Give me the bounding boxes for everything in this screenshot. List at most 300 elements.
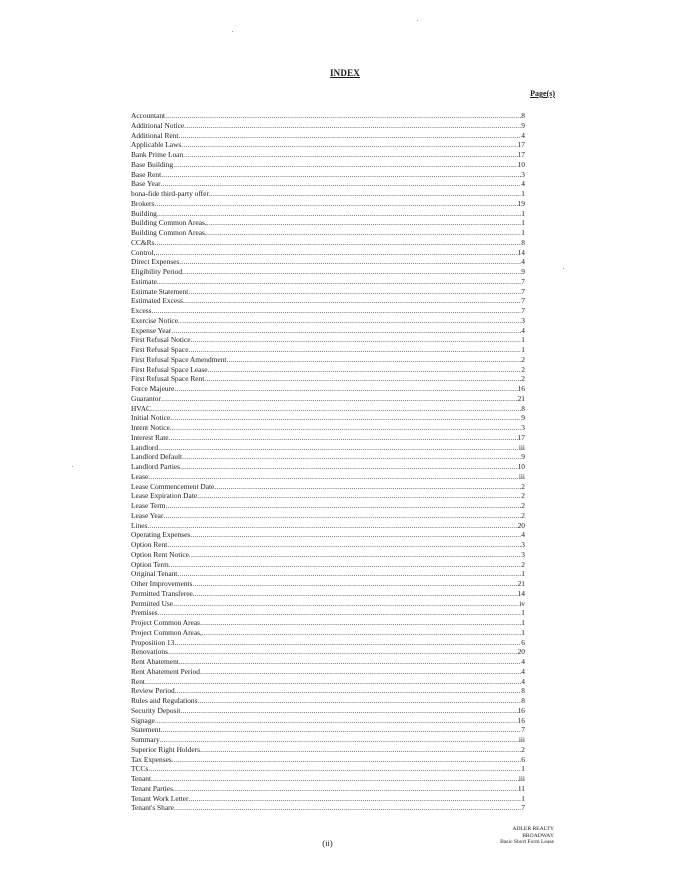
index-term: TCCs	[131, 764, 149, 774]
dot-leader	[158, 608, 522, 618]
index-page-ref: 4	[521, 257, 525, 267]
dot-leader	[165, 501, 521, 511]
index-entry	[131, 218, 525, 228]
index-entry	[131, 404, 525, 414]
index-page-ref: 6	[521, 637, 525, 647]
dot-leader	[202, 628, 521, 638]
dot-leader	[179, 257, 521, 267]
dot-leader	[148, 472, 519, 482]
index-page-ref: 2	[521, 481, 525, 491]
index-term: Brokers	[131, 198, 155, 208]
index-page-ref: 20	[517, 647, 525, 657]
index-page-ref: 8	[521, 403, 525, 413]
index-entry	[131, 540, 525, 550]
index-term: Option Rent	[131, 540, 168, 549]
index-entry	[131, 784, 525, 794]
index-entry	[131, 628, 525, 638]
index-page-ref: 8	[521, 111, 525, 120]
index-page-ref: 2	[521, 364, 525, 374]
dot-leader	[200, 745, 521, 755]
dot-leader	[200, 618, 521, 628]
index-page-ref: 3	[521, 169, 525, 179]
index-entry	[131, 413, 525, 423]
index-page-ref: 8	[521, 696, 525, 705]
index-entry	[131, 170, 525, 180]
dot-leader	[180, 462, 518, 472]
index-term: First Refusal Space	[131, 345, 189, 354]
index-term: Operating Expenses	[131, 530, 191, 540]
index-term: Base Rent	[131, 169, 162, 179]
scan-speck	[72, 466, 73, 467]
index-page-ref: iii	[518, 735, 525, 744]
index-page-ref: 7	[521, 725, 525, 735]
index-entry	[131, 248, 525, 258]
index-page-ref: 17	[517, 432, 525, 442]
index-page-ref: iii	[518, 471, 525, 481]
dot-leader	[189, 550, 521, 560]
index-page-ref: 9	[521, 267, 525, 276]
index-page-ref: 4	[521, 130, 525, 140]
index-page-ref: 1	[521, 189, 525, 198]
index-term: Lease Commencement Date	[131, 481, 215, 491]
dot-leader	[214, 482, 521, 492]
index-entry	[131, 599, 525, 609]
index-term: Premises	[131, 608, 158, 618]
index-entry	[131, 326, 525, 336]
index-term: Building	[131, 208, 157, 218]
index-term: Proposition 13	[131, 637, 175, 647]
index-page-ref: 11	[517, 783, 525, 793]
index-page-ref: 9	[521, 452, 525, 462]
index-term: Expense Year	[131, 325, 172, 335]
index-entry	[131, 472, 525, 482]
index-entry	[131, 647, 525, 657]
index-entry	[131, 803, 525, 813]
index-page-ref: 4	[521, 657, 525, 666]
index-entry	[131, 550, 525, 560]
index-entry	[131, 277, 525, 287]
index-entry	[131, 618, 525, 628]
dot-leader	[147, 521, 517, 531]
index-term: First Refusal Notice	[131, 335, 191, 345]
index-page-ref: 2	[521, 559, 525, 569]
index-term: Tenant Work Letter	[131, 793, 189, 803]
dot-leader	[175, 686, 522, 696]
index-entry	[131, 462, 525, 472]
index-term: Base Building	[131, 159, 174, 169]
index-entry	[131, 150, 525, 160]
index-entry	[131, 316, 525, 326]
index-entry	[131, 511, 525, 521]
index-term: Landlord Parties	[131, 462, 181, 471]
index-term: Renovations	[131, 647, 168, 657]
dot-leader	[161, 394, 518, 404]
dot-leader	[183, 296, 521, 306]
index-term: Security Deposit	[131, 705, 181, 715]
dot-leader	[174, 638, 521, 648]
index-page-ref: 16	[517, 715, 525, 725]
index-page-ref: 17	[517, 150, 525, 159]
dot-leader	[174, 803, 521, 813]
dot-leader	[169, 560, 522, 570]
dot-leader	[155, 716, 518, 726]
index-page-ref: 3	[521, 540, 525, 549]
dot-leader	[173, 784, 518, 794]
dot-leader	[171, 326, 521, 336]
index-term: Review Period	[131, 686, 175, 696]
index-page-ref: 20	[517, 520, 525, 530]
dot-leader	[145, 677, 521, 687]
index-term: Estimate	[131, 276, 157, 286]
dot-leader	[170, 413, 521, 423]
index-page-ref: 17	[517, 140, 525, 150]
index-entry	[131, 111, 525, 121]
index-page-ref: 3	[521, 423, 525, 432]
index-entry	[131, 569, 525, 579]
index-page-ref: 8	[521, 686, 525, 696]
dot-leader	[200, 667, 521, 677]
index-page-ref: 1	[521, 618, 525, 627]
index-term: First Refusal Space Amendment	[131, 354, 227, 364]
dot-leader	[148, 764, 521, 774]
index-entry	[131, 774, 525, 784]
index-term: bona-fide third-party offer	[131, 189, 209, 198]
index-term: Intent Notice	[131, 423, 170, 432]
scan-speck	[232, 31, 233, 32]
index-entry	[131, 199, 525, 209]
dot-leader	[207, 218, 522, 228]
index-page-ref: 1	[521, 608, 525, 618]
index-page-ref: iv	[519, 598, 525, 608]
index-term: Permitted Transferee.	[131, 588, 195, 598]
index-term: Option Rent Notice	[131, 549, 189, 559]
index-page-ref: 7	[521, 296, 525, 306]
footer-line-1: ADLER REALTY	[512, 826, 554, 832]
index-entry	[131, 745, 525, 755]
index-page-ref: 1	[521, 627, 525, 637]
index-entry	[131, 374, 525, 384]
dot-leader	[173, 599, 519, 609]
index-entry	[131, 579, 525, 589]
dot-leader	[209, 189, 521, 199]
index-entry	[131, 716, 525, 726]
dot-leader	[195, 589, 518, 599]
dot-leader	[157, 277, 521, 287]
index-term: Summary	[131, 735, 160, 744]
index-page-ref: 7	[521, 306, 525, 315]
index-term: Building Common Areas,	[131, 218, 207, 228]
index-page-ref: 4	[521, 666, 525, 676]
index-page-ref: 7	[521, 803, 525, 813]
dot-leader	[161, 725, 522, 735]
index-page-ref: 4	[521, 179, 525, 189]
dot-leader	[182, 267, 521, 277]
index-page-ref: 9	[521, 120, 525, 130]
footer-line-2: BROADWAY	[522, 832, 554, 839]
dot-leader	[158, 443, 519, 453]
index-page-ref: iii	[518, 774, 525, 783]
index-entry	[131, 189, 525, 199]
scan-speck	[417, 20, 418, 21]
index-entry	[131, 686, 525, 696]
index-term: Lease Term	[131, 501, 166, 510]
dot-leader	[167, 540, 521, 550]
dot-leader	[181, 140, 517, 150]
dot-leader	[168, 647, 518, 657]
index-term: Estimate Statement	[131, 286, 189, 296]
dot-leader	[183, 150, 517, 160]
index-entry	[131, 287, 525, 297]
index-term: Direct Expenses	[131, 257, 180, 267]
index-entry	[131, 355, 525, 365]
dot-leader	[165, 111, 521, 121]
index-page-ref: 10	[517, 159, 525, 169]
index-entry	[131, 735, 525, 745]
index-entry	[131, 121, 525, 131]
dot-leader	[174, 384, 517, 394]
dot-leader	[163, 511, 521, 521]
index-page-ref: 1	[521, 218, 525, 228]
index-term: Lines	[131, 520, 148, 530]
scan-speck	[563, 268, 564, 269]
index-term: Rules and Regulations	[131, 696, 198, 705]
page-number: (ii)	[322, 838, 333, 848]
index-term: Base Year	[131, 179, 161, 189]
dot-leader	[161, 170, 521, 180]
index-term: Accountant	[131, 111, 166, 120]
index-page-ref: 7	[521, 276, 525, 286]
index-term: Interest Rate	[131, 432, 169, 442]
dot-leader	[182, 452, 521, 462]
index-term: Tenant	[131, 774, 152, 783]
dot-leader	[155, 248, 517, 258]
index-term: Original Tenant	[131, 569, 178, 579]
index-entry	[131, 365, 525, 375]
index-entry	[131, 179, 525, 189]
index-page-ref: iii	[518, 442, 525, 452]
dot-leader	[205, 228, 521, 238]
index-term: Bank Prime Loan	[131, 150, 184, 159]
dot-leader	[157, 209, 521, 219]
dot-leader	[184, 121, 521, 131]
index-term: Rent Abatement Period	[131, 666, 200, 676]
dot-leader	[191, 335, 522, 345]
index-page-ref: 10	[517, 462, 525, 471]
index-entry	[131, 443, 525, 453]
index-entry	[131, 394, 525, 404]
index-entry	[131, 725, 525, 735]
index-entry	[131, 160, 525, 170]
index-page-ref: 4	[521, 676, 525, 686]
index-entry	[131, 589, 525, 599]
dot-leader	[152, 306, 522, 316]
index-page-ref: 1	[521, 345, 525, 354]
index-page-ref: 1	[521, 569, 525, 579]
index-term: Control,	[131, 247, 156, 257]
index-entry	[131, 267, 525, 277]
index-term: Additional Rent	[131, 130, 179, 140]
index-page-ref: 2	[521, 501, 525, 510]
pages-column-heading: Page(s)	[530, 89, 555, 98]
index-page-ref: 6	[521, 754, 525, 764]
index-page-ref: 3	[521, 315, 525, 325]
index-term: Lease Expiration Date	[131, 491, 198, 501]
index-page-ref: 1	[521, 764, 525, 774]
dot-leader	[204, 374, 521, 384]
dot-leader	[170, 423, 522, 433]
index-term: Project Common Areas	[131, 618, 200, 627]
index-term: Landlord Default	[131, 452, 183, 462]
dot-leader	[151, 404, 521, 414]
index-entry	[131, 306, 525, 316]
index-term: Permitted Use	[131, 598, 174, 608]
index-entry	[131, 657, 525, 667]
index-page-ref: 8	[521, 237, 525, 247]
index-page-ref: 16	[517, 705, 525, 715]
dot-leader	[173, 160, 518, 170]
index-entry	[131, 530, 525, 540]
index-term: Option Term	[131, 559, 169, 569]
index-page-ref: 2	[521, 510, 525, 520]
index-entry	[131, 794, 525, 804]
index-entry	[131, 764, 525, 774]
index-term: Other Improvements	[131, 579, 193, 588]
index-entry	[131, 296, 525, 306]
dot-leader	[198, 696, 522, 706]
dot-leader	[179, 657, 521, 667]
dot-leader	[161, 179, 522, 189]
index-entry	[131, 209, 525, 219]
index-term: Initial Notice	[131, 413, 171, 423]
dot-leader	[178, 316, 521, 326]
index-term: Project Common Areas,	[131, 627, 202, 637]
index-entry	[131, 345, 525, 355]
index-term: Building Common Areas	[131, 228, 205, 237]
index-entry	[131, 706, 525, 716]
index-page-ref: 9	[521, 413, 525, 423]
dot-leader	[197, 491, 521, 501]
dot-leader	[208, 365, 522, 375]
index-entry	[131, 131, 525, 141]
index-page-ref: 21	[517, 579, 525, 588]
dot-leader	[154, 199, 517, 209]
index-term: Tenant's Share	[131, 803, 174, 813]
index-page-ref: 7	[521, 286, 525, 296]
index-entry	[131, 521, 525, 531]
index-term: Lease	[131, 471, 149, 481]
index-term: Landlord	[131, 442, 159, 452]
index-list	[131, 111, 525, 813]
index-page-ref: 19	[517, 198, 525, 208]
index-page-ref: 2	[521, 491, 525, 501]
index-page-ref: 21	[517, 393, 525, 403]
index-entry	[131, 423, 525, 433]
index-entry	[131, 491, 525, 501]
index-entry	[131, 433, 525, 443]
footer-line-3: Basic Short Form Lease	[500, 839, 554, 846]
dot-leader	[151, 774, 519, 784]
index-term: Eligibility Period	[131, 267, 183, 276]
index-entry	[131, 667, 525, 677]
index-page-ref: 2	[521, 374, 525, 384]
index-term: Superior Right Holders	[131, 744, 200, 754]
index-entry	[131, 384, 525, 394]
index-page-ref: 1	[521, 228, 525, 237]
dot-leader	[226, 355, 521, 365]
index-term: Applicable Laws	[131, 140, 182, 150]
index-entry	[131, 238, 525, 248]
index-term: Additional Notice	[131, 120, 185, 130]
index-term: Force Majeure	[131, 384, 175, 393]
dot-leader	[190, 530, 521, 540]
index-entry	[131, 482, 525, 492]
index-page-ref: 14	[517, 588, 525, 598]
index-term: First Refusal Space Lease	[131, 364, 208, 374]
index-term: CC&Rs	[131, 237, 155, 247]
dot-leader	[188, 794, 521, 804]
index-entry	[131, 696, 525, 706]
dot-leader	[169, 433, 518, 443]
index-page-ref: 4	[521, 530, 525, 540]
index-entry	[131, 501, 525, 511]
index-term: Signage	[131, 715, 155, 725]
index-page-ref: 2	[521, 354, 525, 364]
dot-leader	[160, 735, 519, 745]
index-entry	[131, 228, 525, 238]
dot-leader	[177, 569, 521, 579]
index-page-ref: 14	[517, 247, 525, 257]
dot-leader	[188, 345, 521, 355]
index-term: Statement	[131, 725, 161, 735]
index-entry	[131, 755, 525, 765]
index-entry	[131, 452, 525, 462]
index-term: HVAC	[131, 403, 151, 413]
dot-leader	[154, 238, 521, 248]
index-entry	[131, 608, 525, 618]
index-term: Tenant Parties	[131, 783, 173, 793]
dot-leader	[188, 287, 521, 297]
index-term: Lease Year	[131, 510, 164, 520]
index-term: Rent Abatement	[131, 657, 179, 666]
dot-leader	[192, 579, 517, 589]
index-term: Exercise Notice	[131, 315, 178, 325]
index-page-ref: 4	[521, 325, 525, 335]
index-page-ref: 3	[521, 549, 525, 559]
index-page-ref: 16	[517, 384, 525, 393]
index-term: Rent	[131, 676, 145, 686]
index-page-ref: 1	[521, 208, 525, 218]
index-entry	[131, 335, 525, 345]
index-page-ref: 1	[521, 793, 525, 803]
index-entry	[131, 560, 525, 570]
index-term: Guarantor	[131, 393, 161, 403]
index-entry	[131, 257, 525, 267]
index-term: Estimated Excess	[131, 296, 183, 306]
index-term: First Refusal Space Rent	[131, 374, 205, 384]
dot-leader	[172, 755, 522, 765]
index-term: Tax Expenses	[131, 754, 172, 764]
index-page-ref: 2	[521, 744, 525, 754]
index-page-ref: 1	[521, 335, 525, 345]
index-term: Excess	[131, 306, 152, 315]
dot-leader	[180, 706, 517, 716]
footer-document-id	[500, 826, 554, 846]
index-entry	[131, 638, 525, 648]
dot-leader	[178, 131, 521, 141]
index-title: INDEX	[329, 68, 360, 78]
index-entry	[131, 140, 525, 150]
index-entry	[131, 677, 525, 687]
